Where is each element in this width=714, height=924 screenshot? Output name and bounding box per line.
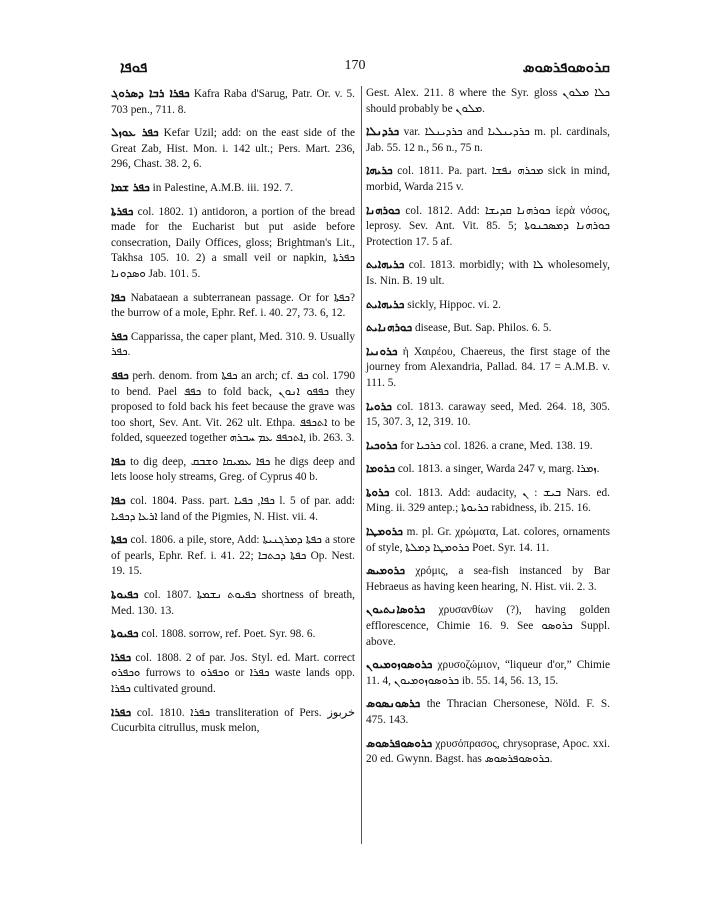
entry-text: col. 1808. sorrow, ref. Poet. Syr. 98. 6. bbox=[141, 628, 316, 641]
dictionary-entry bbox=[366, 86, 610, 117]
entry-text: col. 1813. Add: audacity, ܒܝܫ : ܢ Nars. ed. Ming. ii. 329 antep.; ܟܪܝܘܬܐ rabidness, ib. 215. 16. bbox=[366, 486, 610, 515]
entry-headword: ܟܪܝܗܐܝܬ bbox=[366, 296, 405, 311]
entry-text: var. ܟܪܕܝܢܠܐ and ܟܪܕܝܢܠܝܐ m. pl. cardinals, Jab. 55. 12 n., 56 n., 75 n. bbox=[366, 126, 611, 154]
entry-text: the Thracian Chersonese, Nöld. F. S. 475. 143. bbox=[366, 698, 610, 726]
entry-text: Kafra Raba d'Sarug, Patr. Or. v. 5. 703 pen., 711. 8. bbox=[111, 88, 355, 116]
dictionary-entry bbox=[111, 532, 355, 580]
entry-text: χρυσόπρασος, chrysoprase, Apoc. xxi. 20 ed. Gwynn. Bagst. has ܟܪܘܣܘܦܪܣܘܣ. bbox=[366, 737, 610, 766]
entry-headword: ܟܪܘܣܘܙܘܡܝܘܢ bbox=[366, 657, 433, 672]
dictionary-entry bbox=[366, 696, 610, 728]
entry-headword: ܟܦܦ bbox=[111, 367, 129, 382]
entry-headword: ܟܦܝܘܬܐ bbox=[111, 626, 139, 641]
dictionary-entry bbox=[111, 180, 355, 197]
entry-text: col. 1804. Pass. part. ܟܦܐ, ܟܦܝܐ l. 5 of par. add: ܐܪܥܐ ܕܟܦܝܐ land of the Pigmies, N. Hist. vii. 4. bbox=[111, 495, 355, 523]
dictionary-entry bbox=[111, 626, 355, 643]
entry-text: col. 1807. ܟܦܝܘܬ ܢܫܡܬܐ shortness of breath, Med. 130. 13. bbox=[111, 589, 355, 617]
entry-text: col. 1813. caraway seed, Med. 264. 18, 305. 15, 307. 3, 12, 319. 10. bbox=[366, 400, 610, 429]
entry-headword: ܟܦܪܐ bbox=[111, 704, 132, 719]
dictionary-entry bbox=[111, 204, 355, 283]
entry-text: Nabataean a subterranean passage. Or for ܟܦܬܐ? the burrow of a mole, Ephr. Ref. i. 40. 27, 73. 6, 12. bbox=[111, 291, 355, 320]
dictionary-entry bbox=[366, 657, 610, 689]
entry-headword: ܟܦܐ bbox=[111, 289, 126, 304]
entry-headword: ܟܘܪܗܢܐ bbox=[366, 202, 401, 217]
entry-headword: ܟܪܘܝܐ bbox=[366, 398, 392, 413]
entry-headword: ܟܦܬܐ bbox=[111, 532, 128, 547]
entry-text: χρόμις, a sea-fish instanced by Bar Hebraeus as having keen hearing, N. Hist. vii. 2. 3. bbox=[366, 565, 611, 593]
dictionary-entry bbox=[111, 454, 355, 486]
entry-text: col. 1802. 1) antidoron, a portion of the bread made for the Eucharist but put aside before consecration, Daily Offices, gloss; Brightman's Lit., Takhsa 105. 10. 2) a small veil or napkin, ܟܦܪܬܐ ܘܣܕܘܢܐ Jab. 101. 5. bbox=[111, 205, 355, 280]
dictionary-entry bbox=[111, 86, 355, 118]
entry-headword: ܟܪܘܬܐ bbox=[366, 484, 390, 499]
entry-text: col. 1812. Add: ܟܘܪܗܢܐ ܩܕܝܫܐ ἱερὰ νόσος, leprosy. Sev. Ant. Vit. 85. 5; ܟܘܪܗܢܐ ܕܡܣܟܢܘܬܐ Protection 17. 5 af. bbox=[366, 204, 611, 248]
entry-text: ἡ Χαιρέου, Chaereus, the first stage of the journey from Alexandria, Pallad. 84. 17 = A.M.B. v. 111. 5. bbox=[366, 345, 610, 389]
dictionary-entry bbox=[366, 203, 610, 251]
dictionary-entry bbox=[366, 602, 610, 650]
dictionary-entry bbox=[111, 705, 355, 737]
entry-headword: ܟܪܕܢܠܐ bbox=[366, 124, 400, 139]
entry-headword: ܟܪܘܣܘܦܪܣܘܣ bbox=[366, 735, 433, 750]
entry-headword: ܟܦܪܐ bbox=[111, 649, 132, 664]
entry-text: disease, But. Sap. Philos. 6. 5. bbox=[414, 322, 552, 335]
entry-headword: ܟܪܘܡܐ bbox=[366, 461, 396, 476]
dictionary-entry bbox=[111, 587, 355, 619]
entry-text: col. 1813. a singer, Warda 247 v, marg. ܙܡܪܐ. bbox=[397, 463, 600, 476]
dictionary-entry bbox=[366, 438, 610, 455]
dictionary-entry bbox=[111, 650, 355, 698]
dictionary-entry bbox=[366, 344, 610, 392]
entry-text: in Palestine, A.M.B. iii. 192. 7. bbox=[152, 181, 294, 194]
dictionary-entry bbox=[366, 736, 610, 768]
header-left-syriac: ܦܘܦܐ bbox=[120, 58, 148, 76]
entry-headword: ܟܪܘܡܝܣ bbox=[366, 563, 405, 578]
entry-headword: ܟܘܪܗܢܐܝܬ bbox=[366, 320, 413, 335]
entry-headword: ܟܦܪܐ ܪܒܐ ܕܣܪܘܓ bbox=[111, 86, 190, 100]
entry-headword: ܟܪܘܟܝܐ bbox=[366, 437, 398, 452]
entry-text: Kefar Uzil; add: on the east side of the Great Zab, Hist. Mon. i. 142 ult.; Pers. Mart. 236, 296, Chast. 38. 2, 6. bbox=[111, 127, 355, 171]
dictionary-entry bbox=[366, 563, 610, 595]
entry-headword: ܟܪܣܘܢܣܘܣ bbox=[366, 696, 421, 711]
left-column bbox=[111, 86, 355, 744]
dictionary-entry bbox=[366, 399, 610, 431]
dictionary-entry bbox=[366, 524, 610, 556]
entry-text: m. pl. Gr. χρώματα, Lat. colores, ornaments of style, ܟܪܘܡܛܐ ܕܡܠܬܐ Poet. Syr. 14. 11. bbox=[366, 526, 611, 554]
entry-text: col. 1808. 2 of par. Jos. Styl. ed. Mart. correct ܘܟܦܪܘ furrows to ܘܟܦܪܘ or ܟܦܪܐ waste lands opp. ܟܦܪܐ cultivated ground. bbox=[111, 651, 356, 695]
dictionary-entry bbox=[111, 290, 355, 322]
dictionary-entry bbox=[366, 461, 610, 478]
entry-headword: ܟܦܪ ܫܡܐ bbox=[111, 179, 150, 194]
entry-headword: ܟܪܘܡܛܐ bbox=[366, 524, 403, 539]
entry-text: for ܟܪܟܝܐ col. 1826. a crane, Med. 138. 19. bbox=[400, 439, 593, 452]
entry-text: col. 1811. Pa. part. ܡܟܪܗ ܢܦܫܐ sick in mind, morbid, Warda 215 v. bbox=[366, 165, 610, 193]
dictionary-entry bbox=[111, 493, 355, 525]
dictionary-entry bbox=[366, 320, 610, 337]
entry-headword: ܟܦܐ bbox=[111, 493, 126, 508]
entry-text: sickly, Hippoc. vi. 2. bbox=[407, 298, 501, 311]
entry-text: to dig deep, ܟܦܐ ܥܡܝܩܐ ܘܫܒܩ he digs deep and lets loose holy streams, Greg. of Cyprus 40 b. bbox=[111, 455, 355, 484]
entry-headword: ܟܪܘܣܐܢܬܝܘܢ bbox=[366, 602, 426, 617]
page-number: 170 bbox=[344, 58, 366, 73]
entry-text: Gest. Alex. 211. 8 where the Syr. gloss ܟܠܐ ܡܠܘܢ should probably be ܡܠܘܢ. bbox=[366, 87, 610, 115]
dictionary-entry bbox=[366, 257, 610, 289]
entry-text: χρυσανθίων (?), having golden efflorescence, Chimie 16. 9. See ܟܪܘܣܘ Suppl. above. bbox=[366, 604, 610, 648]
entry-text: perh. denom. from ܟܦܬܐ an arch; cf. ܟܦ col. 1790 to bend. Pael ܟܦܦ to fold back, ܟܦܦܘ ܐܢܘܢ they proposed to fold back his feet because the grave was too short, Sev. Ant. Vit. 262 ult. Ethpa. ܐܬܟܦܦ to be folded, squeezed together ܐܬܟܦܦ ܥܡ ܚܒܪܗ, ib. 263. 3. bbox=[111, 369, 356, 445]
right-column bbox=[366, 86, 610, 775]
dictionary-entry bbox=[366, 485, 610, 517]
entry-text: χρυσοζώμιον, “liqueur d'or,” Chimie 11. 4, ܟܪܘܣܘܙܘܡܝܘܢ ib. 55. 14, 56. 13, 15. bbox=[366, 659, 610, 687]
dictionary-entry bbox=[111, 329, 355, 361]
entry-text: col. 1810. ܟܦܪܐ transliteration of Pers. خربوز Cucurbita citrullus, musk melon, bbox=[111, 706, 355, 735]
entry-headword: ܟܪܝܗܐ bbox=[366, 163, 393, 178]
column-rule bbox=[361, 86, 362, 844]
entry-text: Capparissa, the caper plant, Med. 310. 9. Usually ܟܦܪ. bbox=[111, 330, 356, 359]
dictionary-entry bbox=[111, 368, 355, 447]
entry-headword: ܟܦܪܬܐ bbox=[111, 203, 134, 218]
entry-headword: ܟܦܪ bbox=[111, 328, 128, 343]
header-right-syriac: ܩܪܘܣܘܦܪܣܘܣ bbox=[522, 58, 610, 76]
dictionary-entry bbox=[366, 124, 610, 156]
entry-text: col. 1806. a pile, store, Add: ܟܦܬܐ ܕܡܪܓܢܝܬܐ a store of pearls, Ephr. Ref. i. 41. 22; ܟܦܬܐ ܕܟܬܒܐ Op. Nest. 19. 15. bbox=[111, 534, 355, 578]
entry-headword: ܟܦܝܘܬܐ bbox=[111, 587, 139, 602]
entry-headword: ܟܦܪ ܥܘܙܠ bbox=[111, 125, 159, 140]
running-header bbox=[100, 58, 610, 78]
dictionary-entry bbox=[111, 125, 355, 173]
entry-headword: ܟܦܐ bbox=[111, 453, 126, 468]
dictionary-entry bbox=[366, 163, 610, 195]
entry-text: col. 1813. morbidly; with ܠܐ wholesomely, Is. Nin. B. 19 ult. bbox=[366, 259, 610, 287]
entry-headword: ܟܪܘܢܝܐ bbox=[366, 343, 398, 358]
dictionary-entry bbox=[366, 297, 610, 314]
entry-headword: ܟܪܝܗܐܝܬ bbox=[366, 257, 405, 272]
